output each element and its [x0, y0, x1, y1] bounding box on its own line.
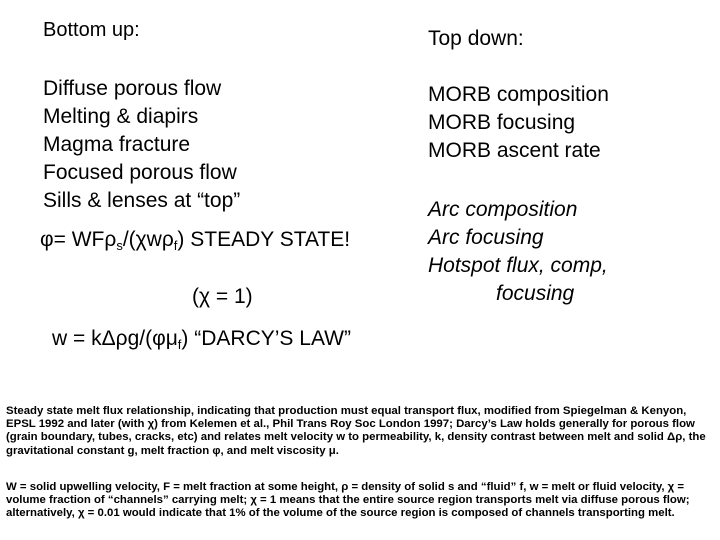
chi-value: (χ = 1) — [192, 285, 253, 308]
list-item: Sills & lenses at “top” — [43, 189, 241, 212]
list-item: Arc composition — [428, 198, 578, 221]
list-item: Arc focusing — [428, 226, 544, 249]
list-item: Hotspot flux, comp, — [428, 254, 608, 277]
darcy-law-equation: w = kΔρg/$(\varphi\mu_f)$ “DARCY’S LAW” — [52, 327, 351, 352]
caption-paragraph-2: W = solid upwelling velocity, F = melt fraction at some height, ρ = density of solid s and “fluid” f, w = melt or fluid velocity, χ = volume fraction of “channels” carrying melt; χ = 1 means that the entire source region transports melt via diffuse porous flow; alternatively, χ = 0.01 would indicate that 1% of the volume of the source region is composed of channels transporting melt. — [6, 481, 690, 520]
list-item: focusing — [496, 282, 575, 305]
list-item: Magma fracture — [43, 133, 191, 156]
list-item: MORB focusing — [428, 111, 576, 134]
caption-paragraph-1: Steady state melt flux relationship, indicating that production must equal transport flux, modified from Spiegelman & Kenyon, EPSL 1992 and later (with χ) from Kelemen et al., Phil Trans Roy Soc London 1997; Darcy’s Law holds generally for porous flow (grain boundary, tubes, cracks, etc) and relates melt velocity w to permeability, k, density contrast between melt and solid Δρ, the gravitational constant g, melt fraction φ, and melt viscosity μ. — [6, 405, 706, 457]
arc-list — [428, 196, 608, 308]
list-item: MORB ascent rate — [428, 139, 601, 162]
morb-list — [428, 81, 609, 165]
list-item: Diffuse porous flow — [43, 77, 222, 100]
list-item: Focused porous flow — [43, 161, 237, 184]
bottom-up-heading: Bottom up: — [43, 19, 140, 41]
steady-state-equation: φ= WFρ$_s$/(χwρ$_f$) STEADY STATE! — [40, 228, 351, 253]
top-down-heading: Top down: — [428, 27, 524, 50]
bottom-up-list — [43, 75, 240, 215]
list-item: MORB composition — [428, 83, 609, 106]
list-item: Melting & diapirs — [43, 105, 199, 128]
